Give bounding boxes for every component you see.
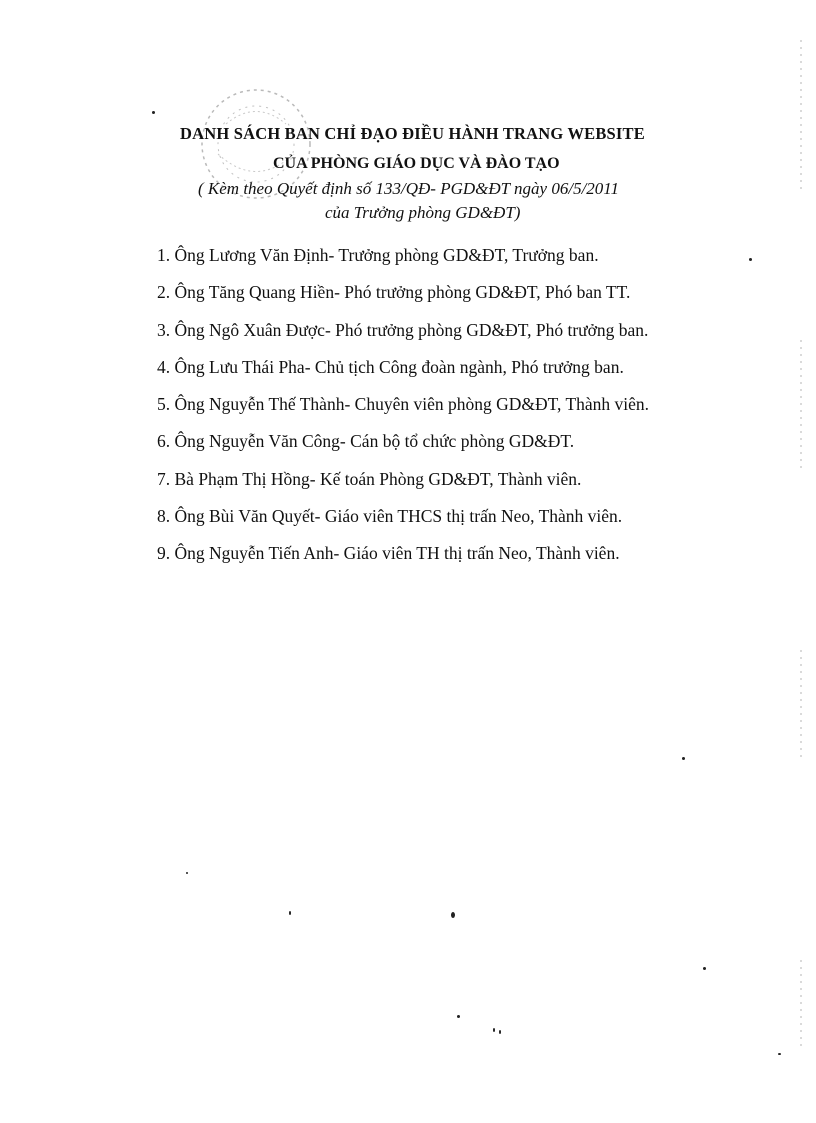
document-title: DANH SÁCH BAN CHỈ ĐẠO ĐIỀU HÀNH TRANG WEBSITE <box>180 124 645 143</box>
document-subtitle: CỦA PHÒNG GIÁO DỤC VÀ ĐÀO TẠO <box>273 155 560 172</box>
member-list <box>157 244 649 580</box>
list-item: 6. Ông Nguyễn Văn Công- Cán bộ tổ chức phòng GD&ĐT. <box>157 431 575 452</box>
scan-speck <box>703 967 706 970</box>
scan-speck <box>186 872 188 874</box>
scan-edge-artifact <box>800 650 802 760</box>
list-item: 7. Bà Phạm Thị Hồng- Kế toán Phòng GD&ĐT, Thành viên. <box>157 468 582 489</box>
scan-speck <box>457 1015 460 1018</box>
list-item: 1. Ông Lương Văn Định- Trưởng phòng GD&ĐT, Trưởng ban. <box>157 245 599 265</box>
scan-speck <box>682 757 685 760</box>
scan-edge-artifact <box>800 960 802 1050</box>
list-item: 3. Ông Ngô Xuân Được- Phó trưởng phòng GD&ĐT, Phó trưởng ban. <box>157 319 649 340</box>
scan-edge-artifact <box>800 40 802 190</box>
scan-speck <box>749 258 752 261</box>
decision-reference: ( Kèm theo Quyết định số 133/QĐ- PGD&ĐT ngày 06/5/2011 <box>198 179 620 198</box>
scan-speck <box>778 1053 781 1055</box>
list-item: 8. Ông Bùi Văn Quyết- Giáo viên THCS thị trấn Neo, Thành viên. <box>157 506 623 527</box>
scan-speck <box>451 912 455 918</box>
scan-edge-artifact <box>800 340 802 470</box>
list-item: 5. Ông Nguyễn Thế Thành- Chuyên viên phòng GD&ĐT, Thành viên. <box>157 394 650 415</box>
scan-speck <box>152 111 155 114</box>
list-item: 4. Ông Lưu Thái Pha- Chủ tịch Công đoàn ngành, Phó trưởng ban. <box>157 356 624 377</box>
list-item: 2. Ông Tăng Quang Hiền- Phó trưởng phòng GD&ĐT, Phó ban TT. <box>157 282 631 303</box>
scan-speck <box>289 911 291 915</box>
list-item: 9. Ông Nguyễn Tiến Anh- Giáo viên TH thị trấn Neo, Thành viên. <box>157 543 620 564</box>
decision-reference-issuer: của Trưởng phòng GD&ĐT) <box>325 203 521 222</box>
scan-speck <box>499 1030 501 1034</box>
scan-speck <box>493 1028 495 1032</box>
